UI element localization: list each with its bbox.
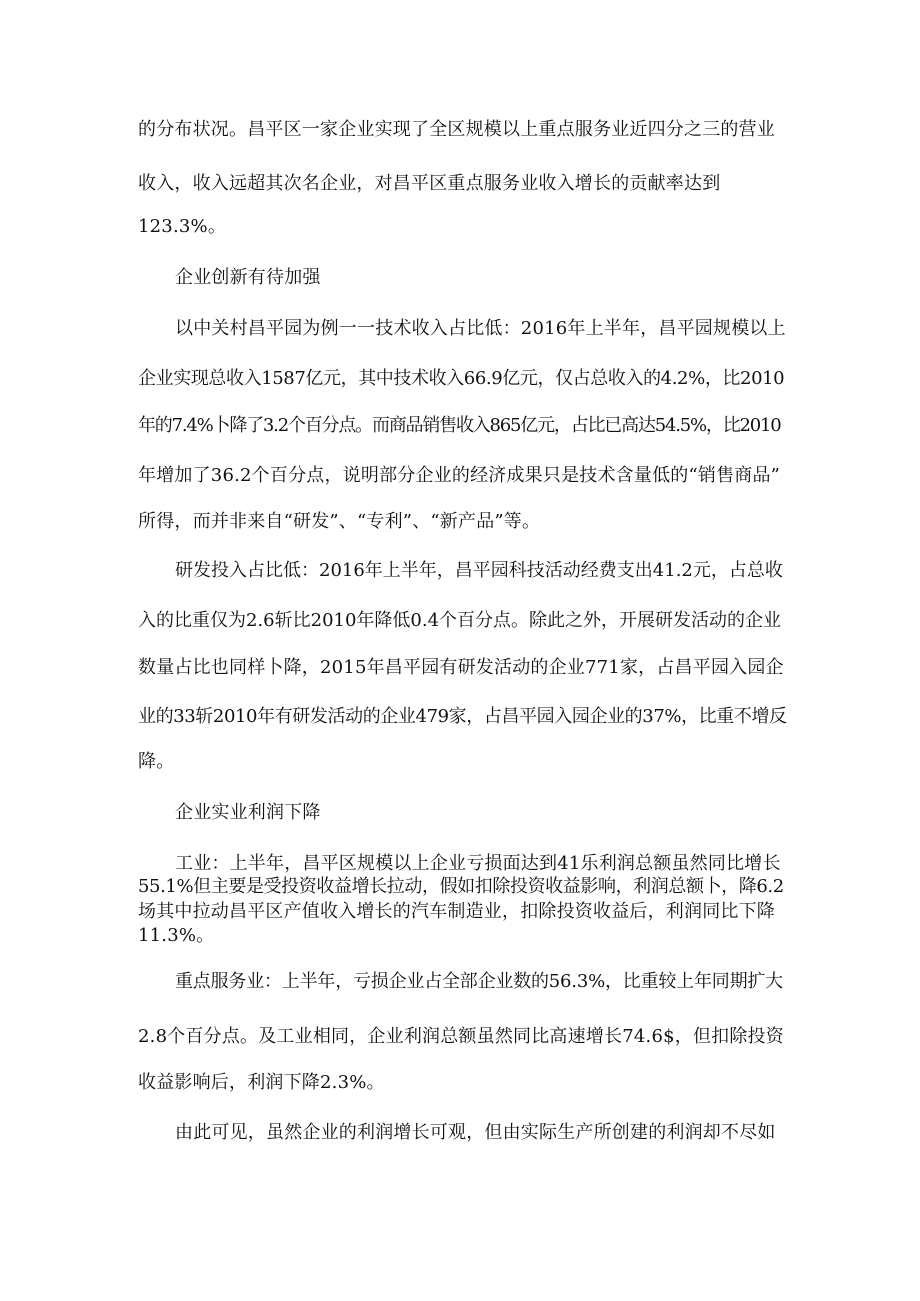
section-heading-profit: 企业实业利润下降 <box>175 802 321 823</box>
paragraph-3-line-2: 入的比重仅为2.6斩比2010年降低0.4个百分点。除此之外，开展研发活动的企业 <box>138 610 782 631</box>
paragraph-5-line-2: 2.8个百分点。及工业相同，企业利润总额虽然同比高速增长74.6$，但扣除投资 <box>138 1026 784 1047</box>
paragraph-3-line-3: 数量占比也同样卜降，2015年昌平园有研发活动的企业771家，占昌平园入园企 <box>138 657 784 678</box>
paragraph-3-line-5: 降。 <box>138 751 175 772</box>
section-heading-innovation: 企业创新有待加强 <box>175 267 321 288</box>
paragraph-4-line-3: 场其中拉动昌平区产值收入增长的汽车制造业，扣除投资收益后，利润同比下降 <box>138 901 775 922</box>
paragraph-5-line-3: 收益影响后，利润下降2.3%。 <box>138 1072 385 1093</box>
paragraph-1-line-3: 123.3%。 <box>138 216 227 237</box>
paragraph-2-line-2: 企业实现总收入1587亿元，其中技术收入66.9亿元，仅占总收入的4.2%，比2010 <box>138 368 785 389</box>
paragraph-5-line-1: 重点服务业：上半年，亏损企业占全部企业数的56.3%，比重较上年同期扩大 <box>175 971 783 992</box>
paragraph-3-line-4: 业的33斩2010年有研发活动的企业479家，占昌平园入园企业的37%，比重不增反 <box>138 706 787 727</box>
paragraph-1-line-2: 收入，收入远超其次名企业，对昌平区重点服务业收入增长的贡献率达到 <box>138 173 721 194</box>
paragraph-2-line-5: 所得，而并非来自“研发”、“专利”、“新产品”等。 <box>138 511 541 532</box>
paragraph-2-line-3: 年的7.4%卜降了3.2个百分点。而商品销售收入865亿元，占比已高达54.5%，比2010 <box>138 415 781 436</box>
paragraph-4-line-4: 11.3%。 <box>138 925 215 946</box>
paragraph-4-line-2: 55.1%但主要是受投资收益增长拉动，假如扣除投资收益影响，利润总额卜，降6.2 <box>138 876 784 897</box>
paragraph-4-line-1: 工业：上半年，昌平区规模以上企业亏损面达到41乐利润总额虽然同比增长 <box>175 853 781 874</box>
paragraph-3-line-1: 研发投入占比低：2016年上半年，昌平园科技活动经费支出41.2元，占总收 <box>175 560 783 581</box>
paragraph-2-line-4: 年增加了36.2个百分点，说明部分企业的经济成果只是技术含量低的“销售商品” <box>138 465 781 486</box>
paragraph-1-line-1: 的分布状况。昌平区一家企业实现了全区规模以上重点服务业近四分之三的营业 <box>138 119 775 140</box>
paragraph-2-line-1: 以中关村昌平园为例一一技术收入占比低：2016年上半年，昌平园规模以上 <box>175 318 786 339</box>
paragraph-6-line-1: 由此可见，虽然企业的利润增长可观，但由实际生产所创建的利润却不尽如 <box>175 1122 776 1143</box>
